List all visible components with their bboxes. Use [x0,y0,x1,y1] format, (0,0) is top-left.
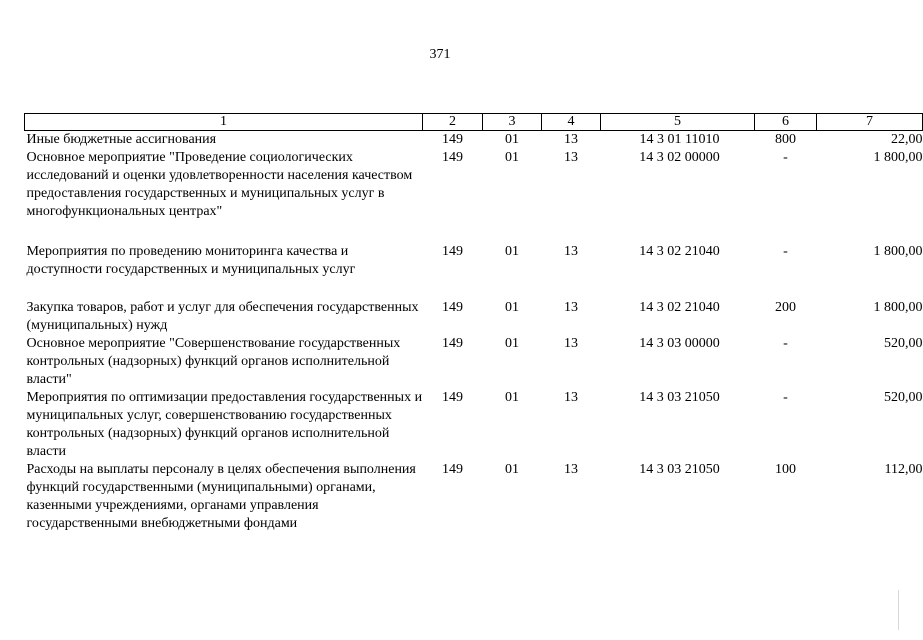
row-name: Мероприятия по оптимизации предоставления государственных и муниципальных услуг, совершенствованию государственных контрольных (надзорных) функций органов исполнительной власти [26,390,423,459]
row-col7: 22,00 [891,132,923,147]
table-row [25,131,923,150]
row-col5: 14 3 01 11010 [639,132,720,147]
row-col7: 1 800,00 [873,150,923,165]
page-number: 371 [429,47,451,62]
row-col2: 149 [442,150,463,165]
column-header-1: 1 [25,114,423,131]
row-col4: 13 [564,132,578,147]
row-col6: - [783,390,788,405]
budget-table [24,113,923,533]
row-col7: 520,00 [884,390,923,405]
row-col3: 01 [505,150,519,165]
column-header-5: 5 [601,114,755,131]
column-header-4: 4 [542,114,601,131]
row-name: Расходы на выплаты персоналу в целях обеспечения выполнения функций государственными (муниципальными) органами, казенными учреждениями, органами управления государственными внебюджетными фондами [26,462,416,531]
row-col2: 149 [442,244,463,259]
row-col3: 01 [505,390,519,405]
row-col3: 01 [505,336,519,351]
row-col4: 13 [564,300,578,315]
column-header-6: 6 [755,114,817,131]
row-name: Основное мероприятие "Проведение социологических исследований и оценки удовлетворенности населения качеством предоставления государственных и муниципальных услуг в многофункциональных центрах" [26,150,413,219]
column-header-2: 2 [423,114,483,131]
row-col4: 13 [564,390,578,405]
row-name: Закупка товаров, работ и услуг для обеспечения государственных (муниципальных) нужд [26,300,419,333]
row-name: Иные бюджетные ассигнования [26,132,217,147]
row-col3: 01 [505,300,519,315]
row-col6: - [783,336,788,351]
row-col6: 800 [775,132,796,147]
table-row [25,389,923,461]
row-col3: 01 [505,462,519,477]
row-col2: 149 [442,132,463,147]
table-row [25,299,923,335]
row-col5: 14 3 02 00000 [639,150,720,165]
row-col6: - [783,150,788,165]
row-col5: 14 3 03 21050 [639,390,720,405]
row-col2: 149 [442,300,463,315]
row-col5: 14 3 02 21040 [639,244,720,259]
row-col4: 13 [564,244,578,259]
row-col7: 520,00 [884,336,923,351]
row-col3: 01 [505,244,519,259]
row-col5: 14 3 03 21050 [639,462,720,477]
row-col2: 149 [442,462,463,477]
row-col7: 1 800,00 [873,244,923,259]
row-col7: 1 800,00 [873,300,923,315]
column-header-7: 7 [817,114,923,131]
row-col6: 100 [775,462,796,477]
row-col2: 149 [442,390,463,405]
table-row [25,335,923,389]
row-col3: 01 [505,132,519,147]
table-row [25,243,923,279]
row-col6: 200 [775,300,796,315]
row-col4: 13 [564,150,578,165]
table-row [25,149,923,221]
row-col4: 13 [564,336,578,351]
row-col4: 13 [564,462,578,477]
row-col5: 14 3 03 00000 [639,336,720,351]
table-row [25,461,923,533]
column-header-3: 3 [483,114,542,131]
row-col7: 112,00 [884,462,923,477]
row-name: Основное мероприятие "Совершенствование государственных контрольных (надзорных) функций органов исполнительной власти" [26,336,401,387]
header-row [25,114,923,131]
row-name: Мероприятия по проведению мониторинга качества и доступности государственных и муниципальных услуг [26,244,356,277]
row-spacer [25,279,923,299]
row-col2: 149 [442,336,463,351]
row-spacer [25,221,923,243]
row-col5: 14 3 02 21040 [639,300,720,315]
scan-edge-line [898,590,899,630]
row-col6: - [783,244,788,259]
